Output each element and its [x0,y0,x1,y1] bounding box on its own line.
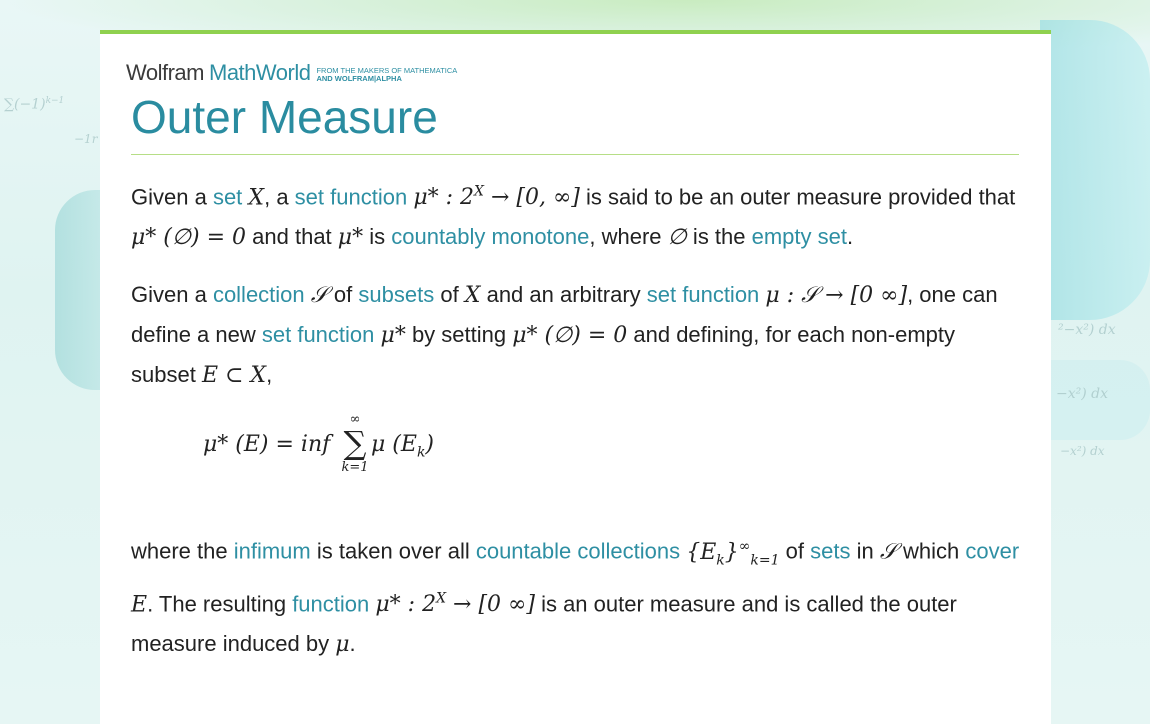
link-empty-set[interactable]: empty set [751,224,847,250]
text: Given a [131,282,213,308]
display-equation [203,413,1021,509]
text: , one can define a new [131,282,998,348]
text: is the [686,224,752,250]
math-part: ∞ [738,538,751,555]
text: of [779,538,811,564]
text: is [363,224,392,250]
logo-wolfram-text: Wolfram [126,60,204,85]
background-formula: −x²) dx [1056,386,1109,402]
title-divider [131,154,1019,155]
text: of [434,282,465,308]
math-part: X [436,591,447,608]
math-part: k [416,444,426,461]
text: . The resulting [147,591,293,617]
text: of [327,282,359,308]
text: . [349,631,356,657]
link-function[interactable]: function [292,591,370,617]
text: is taken over all [310,538,476,564]
background-formula: −x²) dx [1060,444,1105,458]
article-body [131,173,1021,682]
math-mu-star-map [375,592,535,617]
math-E: E [131,592,148,618]
page-title: Outer Measure [131,91,438,143]
background-decoration [1040,20,1150,320]
math-S: 𝒮 [879,539,897,565]
text: which [896,538,966,564]
math-part: k [716,552,725,569]
background-formula: −1r [74,132,98,146]
math-mu-star-empty: μ* (∅) = 0 [131,225,247,251]
link-set[interactable]: set [212,184,243,210]
sum-lower-limit: k=1 [341,460,369,476]
text: is said to be an outer measure provided that [579,184,1016,210]
text: and that [246,224,338,250]
logo-tagline-line1: FROM THE MAKERS OF MATHEMATICA [316,66,458,75]
math-mu-map: μ : 𝒮 → [0 ∞] [765,283,908,309]
text: is an outer measure and is called the outer measure induced by [131,591,957,657]
sum-upper-limit: ∞ [349,412,361,428]
logo-mathworld-text: MathWorld [209,60,311,85]
text: , a [264,184,295,210]
paragraph-3 [131,527,1021,664]
sum-sigma: ∑ [343,424,367,463]
paragraph-1 [131,173,1021,257]
link-cover[interactable]: cover [965,538,1020,564]
text: , [266,362,273,388]
link-subsets[interactable]: subsets [358,282,435,308]
logo-tagline [316,67,457,83]
link-infimum[interactable]: infimum [233,538,311,564]
text: and defining, for each non-empty subset [131,322,956,388]
link-collection[interactable]: collection [212,282,305,308]
math-X: X [248,185,265,211]
math-mu: μ [335,632,350,658]
math-mu-star-empty: μ* (∅) = 0 [512,323,628,349]
math-part: → [0, ∞] [483,185,580,211]
background-formula: ²−x²) dx [1058,322,1116,338]
math-mu-star-map [413,185,580,210]
math-part: ) [425,432,435,458]
math-part: X [474,184,484,200]
link-sets[interactable]: sets [810,538,851,564]
math-part: μ* : 2 [375,592,437,618]
math-part: μ (E [371,432,417,458]
math-S: 𝒮 [310,283,328,309]
text: . [847,224,854,250]
mathworld-logo[interactable] [126,60,457,86]
logo-tagline-line2: AND WOLFRAM|ALPHA [316,74,402,83]
math-part: } [724,539,739,565]
math-part: → [0 ∞] [446,592,535,618]
math-part: μ* (E) = inf [203,432,331,458]
text: in [850,538,880,564]
background-formula: $\sum(-1)^{k-1}$ [4,96,65,113]
article-card [100,30,1051,724]
math-E-subset-X: E ⊂ X [201,363,267,389]
link-set-function[interactable]: set function [294,184,408,210]
math-Ek-sequence [686,538,780,569]
text: , where [589,224,668,250]
math-part: k=1 [750,552,780,569]
link-set-function[interactable]: set function [646,282,760,308]
equation-rhs [371,425,434,472]
text: where the [131,538,234,564]
link-set-function[interactable]: set function [261,322,375,348]
link-countably-monotone[interactable]: countably monotone [391,224,590,250]
link-countable-collections[interactable]: countable collections [475,538,681,564]
text: Given a [131,184,213,210]
text: by setting [405,322,513,348]
math-part: μ* : 2 [413,185,475,211]
math-X: X [464,283,481,309]
math-part: {E [686,539,717,565]
summation-symbol [335,413,375,477]
equation-lhs [203,425,330,464]
math-mu-star: μ* [380,323,406,349]
paragraph-2 [131,275,1021,395]
text: and an arbitrary [480,282,647,308]
math-empty: ∅ [667,225,687,251]
math-mu-star: μ* [337,225,364,251]
